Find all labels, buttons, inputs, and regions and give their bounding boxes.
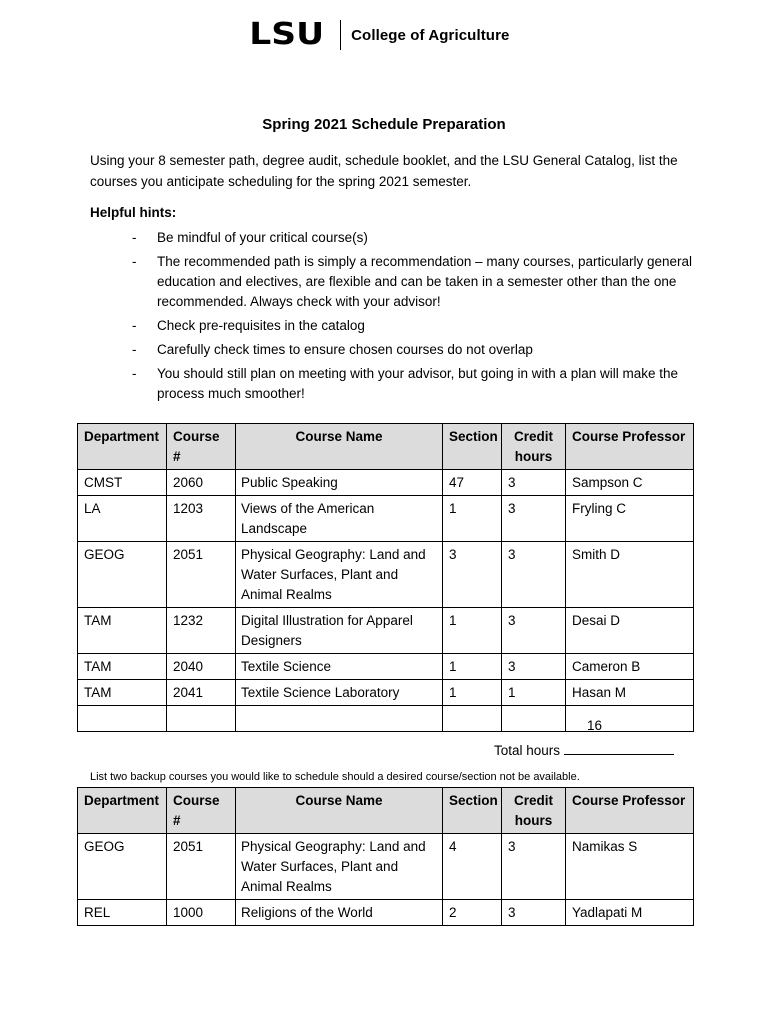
table-row (78, 496, 694, 542)
hints-heading: Helpful hints: (90, 205, 177, 220)
hint-item (132, 364, 692, 404)
empty-cell (236, 706, 443, 732)
col-header-department: Department (78, 424, 167, 470)
professor-cell: Cameron B (566, 654, 694, 680)
total-hours-label: Total hours (494, 743, 561, 758)
credit-hours-cell: 3 (502, 542, 566, 608)
section-cell: 47 (443, 470, 502, 496)
department-cell: GEOG (78, 542, 167, 608)
section-cell: 1 (443, 496, 502, 542)
empty-cell (443, 706, 502, 732)
table-row (78, 900, 694, 926)
credit-hours-cell: 3 (502, 608, 566, 654)
credit-hours-cell: 3 (502, 496, 566, 542)
professor-cell: Desai D (566, 608, 694, 654)
credit-hours-cell: 3 (502, 470, 566, 496)
credit-hours-cell: 3 (502, 654, 566, 680)
professor-cell: Sampson C (566, 470, 694, 496)
professor-cell: Fryling C (566, 496, 694, 542)
credit-hours-cell: 3 (502, 834, 566, 900)
table-row (78, 608, 694, 654)
department-cell: GEOG (78, 834, 167, 900)
credit-hours-cell: 3 (502, 900, 566, 926)
professor-cell: Hasan M (566, 680, 694, 706)
department-cell: CMST (78, 470, 167, 496)
col-header-course-professor: Course Professor (566, 788, 694, 834)
course-name-cell: Textile Science (236, 654, 443, 680)
hint-text: Be mindful of your critical course(s) (157, 230, 368, 245)
hint-bullet: - (132, 318, 137, 333)
hint-item (132, 340, 692, 360)
hint-text: Carefully check times to ensure chosen courses do not overlap (157, 342, 533, 357)
hint-item (132, 228, 692, 248)
empty-cell (502, 706, 566, 732)
professor-cell: Namikas S (566, 834, 694, 900)
department-cell: LA (78, 496, 167, 542)
table-row (78, 542, 694, 608)
hint-text: You should still plan on meeting with your advisor, but going in with a plan will make the process much smoother! (157, 366, 679, 401)
course-number-cell: 2051 (167, 834, 236, 900)
credit-hours-cell: 1 (502, 680, 566, 706)
hint-bullet: - (132, 342, 137, 357)
col-header-credit-hours: Credit hours (502, 788, 566, 834)
total-hours-line (494, 740, 674, 758)
course-number-cell: 2060 (167, 470, 236, 496)
course-table (77, 423, 694, 732)
col-header-course-number: Course # (167, 788, 236, 834)
backup-instructions: List two backup courses you would like to schedule should a desired course/section not be available. (90, 771, 580, 783)
course-name-cell: Textile Science Laboratory (236, 680, 443, 706)
course-name-cell: Public Speaking (236, 470, 443, 496)
section-cell: 4 (443, 834, 502, 900)
professor-cell: Yadlapati M (566, 900, 694, 926)
department-cell: TAM (78, 654, 167, 680)
section-cell: 1 (443, 680, 502, 706)
hint-text: Check pre-requisites in the catalog (157, 318, 365, 333)
total-hours-blank (564, 740, 674, 755)
table-header-row (78, 788, 694, 834)
table-header-row (78, 424, 694, 470)
hint-item (132, 316, 692, 336)
course-number-cell: 1203 (167, 496, 236, 542)
course-name-cell: Digital Illustration for Apparel Designers (236, 608, 443, 654)
col-header-course-number: Course # (167, 424, 236, 470)
page-title: Spring 2021 Schedule Preparation (262, 116, 506, 133)
col-header-credit-hours: Credit hours (502, 424, 566, 470)
col-header-course-name: Course Name (236, 788, 443, 834)
empty-cell (566, 706, 694, 732)
col-header-department: Department (78, 788, 167, 834)
course-number-cell: 1232 (167, 608, 236, 654)
professor-cell: Smith D (566, 542, 694, 608)
lsu-logo: LSU (248, 17, 324, 52)
department-cell: REL (78, 900, 167, 926)
table-row (78, 470, 694, 496)
course-name-cell: Physical Geography: Land and Water Surfaces, Plant and Animal Realms (236, 542, 443, 608)
section-cell: 2 (443, 900, 502, 926)
empty-cell (167, 706, 236, 732)
col-header-section: Section (443, 788, 502, 834)
header (0, 18, 768, 52)
course-number-cell: 2051 (167, 542, 236, 608)
department-cell: TAM (78, 608, 167, 654)
table-row (78, 834, 694, 900)
hint-item (132, 252, 692, 312)
course-name-cell: Views of the American Landscape (236, 496, 443, 542)
section-cell: 3 (443, 542, 502, 608)
section-cell: 1 (443, 654, 502, 680)
col-header-course-professor: Course Professor (566, 424, 694, 470)
course-number-cell: 1000 (167, 900, 236, 926)
course-name-cell: Physical Geography: Land and Water Surfaces, Plant and Animal Realms (236, 834, 443, 900)
empty-cell (78, 706, 167, 732)
department-cell: TAM (78, 680, 167, 706)
col-header-course-name: Course Name (236, 424, 443, 470)
hint-bullet: - (132, 254, 137, 269)
hints-list (132, 228, 692, 408)
hint-bullet: - (132, 230, 137, 245)
hint-text: The recommended path is simply a recommendation – many courses, particularly general education and electives, are flexible and can be taken in a semester other than the one recommended. Always check with your advisor! (157, 254, 692, 309)
logo-divider (340, 20, 342, 50)
course-number-cell: 2040 (167, 654, 236, 680)
course-name-cell: Religions of the World (236, 900, 443, 926)
course-number-cell: 2041 (167, 680, 236, 706)
college-name: College of Agriculture (351, 26, 510, 44)
total-hours-value: 16 (587, 718, 603, 733)
table-row (78, 680, 694, 706)
col-header-section: Section (443, 424, 502, 470)
table-row (78, 654, 694, 680)
backup-course-table (77, 787, 694, 926)
section-cell: 1 (443, 608, 502, 654)
hint-bullet: - (132, 366, 137, 381)
intro-paragraph: Using your 8 semester path, degree audit, schedule booklet, and the LSU General Catalog, list the courses you anticipate scheduling for the spring 2021 semester. (90, 153, 678, 189)
